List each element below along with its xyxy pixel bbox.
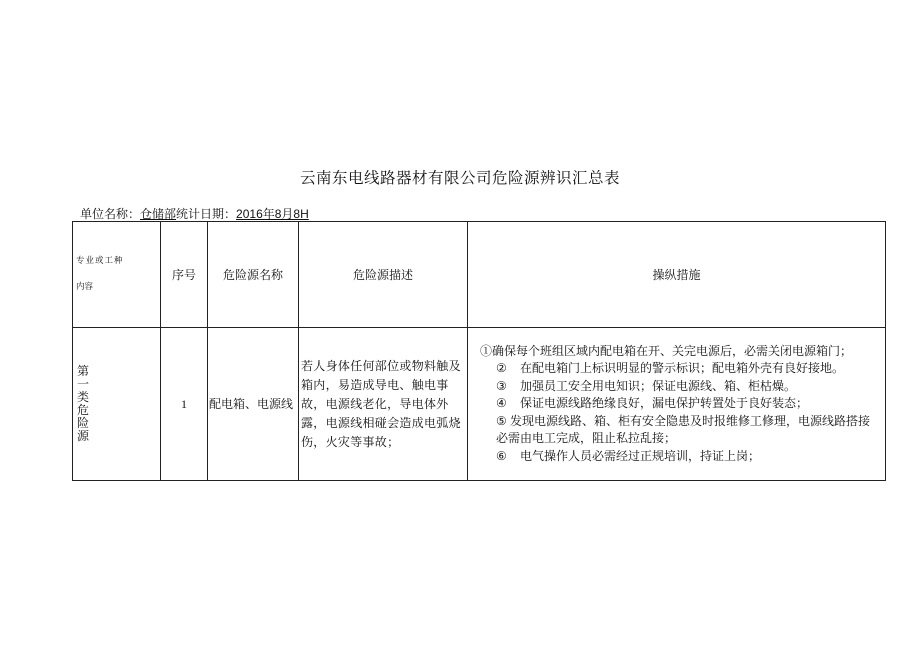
measure-num: ② <box>496 361 507 376</box>
measure-text: 在配电箱门上标识明显的警示标识；配电箱外壳有良好接地。 <box>520 361 845 376</box>
measure-item <box>469 395 881 413</box>
category-char: 源 <box>77 429 90 443</box>
category-char: 一 <box>77 377 90 391</box>
hazard-table <box>72 221 886 481</box>
measure-item <box>469 413 881 448</box>
measure-num: ① <box>480 343 493 358</box>
seq-cell: 1 <box>161 328 208 481</box>
hazard-desc-cell: 若人身体任何部位或物料触及箱内，易造成导电、触电事故，电源线老化，导电体外露，电源线相碰会造成电弧烧伤，火灾等事故； <box>299 328 468 481</box>
category-char: 第 <box>77 364 90 378</box>
unit-value: 仓储部 <box>140 207 177 221</box>
measure-num: ⑤ <box>496 413 507 428</box>
measure-num: ③ <box>496 378 507 393</box>
header-hazard-desc: 危险源描述 <box>299 222 468 328</box>
category-char: 类 <box>77 390 90 404</box>
header-measures: 操纵措施 <box>468 222 886 328</box>
header-hazard-name: 危险源名称 <box>208 222 299 328</box>
measure-item <box>469 448 881 466</box>
document-title: 云南东电线路器材有限公司危险源辨识汇总表 <box>299 169 620 187</box>
category-char: 危 <box>77 403 90 417</box>
category-cell <box>73 328 161 481</box>
measure-num: ④ <box>496 396 507 411</box>
measure-item <box>469 378 881 396</box>
date-value: 2016年8月8H <box>236 207 309 221</box>
hazard-name-cell: 配电箱、电源线 <box>208 328 299 481</box>
measure-text: 加强员工安全用电知识；保证电源线、箱、柜枯燥。 <box>520 378 797 393</box>
measures-cell <box>468 328 886 481</box>
measure-item <box>469 343 881 361</box>
measure-text: 保证电源线路绝缘良好，漏电保护转置处于良好装态； <box>520 396 809 411</box>
header-major-line2: 内容 <box>76 282 94 292</box>
measure-text: 确保每个班组区域内配电箱在开、关完电源后，必需关闭电源箱门； <box>492 343 853 358</box>
measure-item <box>469 360 881 378</box>
category-char: 险 <box>77 416 90 430</box>
header-major <box>73 222 161 328</box>
measure-text: 电气操作人员必需经过正规培训，持证上岗； <box>520 448 761 463</box>
unit-label: 单位名称： <box>80 207 141 221</box>
table-row <box>73 328 886 481</box>
header-seq: 序号 <box>161 222 208 328</box>
date-label: 统计日期： <box>176 207 237 221</box>
meta-line <box>80 205 309 222</box>
measure-num: ⑥ <box>496 448 507 463</box>
measure-text: 发现电源线路、箱、柜有安全隐患及时报维修工修理，电源线路搭接必需由电工完成，阻止私拉乱接； <box>496 413 871 446</box>
header-major-line1: 专业或工种 <box>76 256 124 266</box>
header-row <box>73 222 886 328</box>
